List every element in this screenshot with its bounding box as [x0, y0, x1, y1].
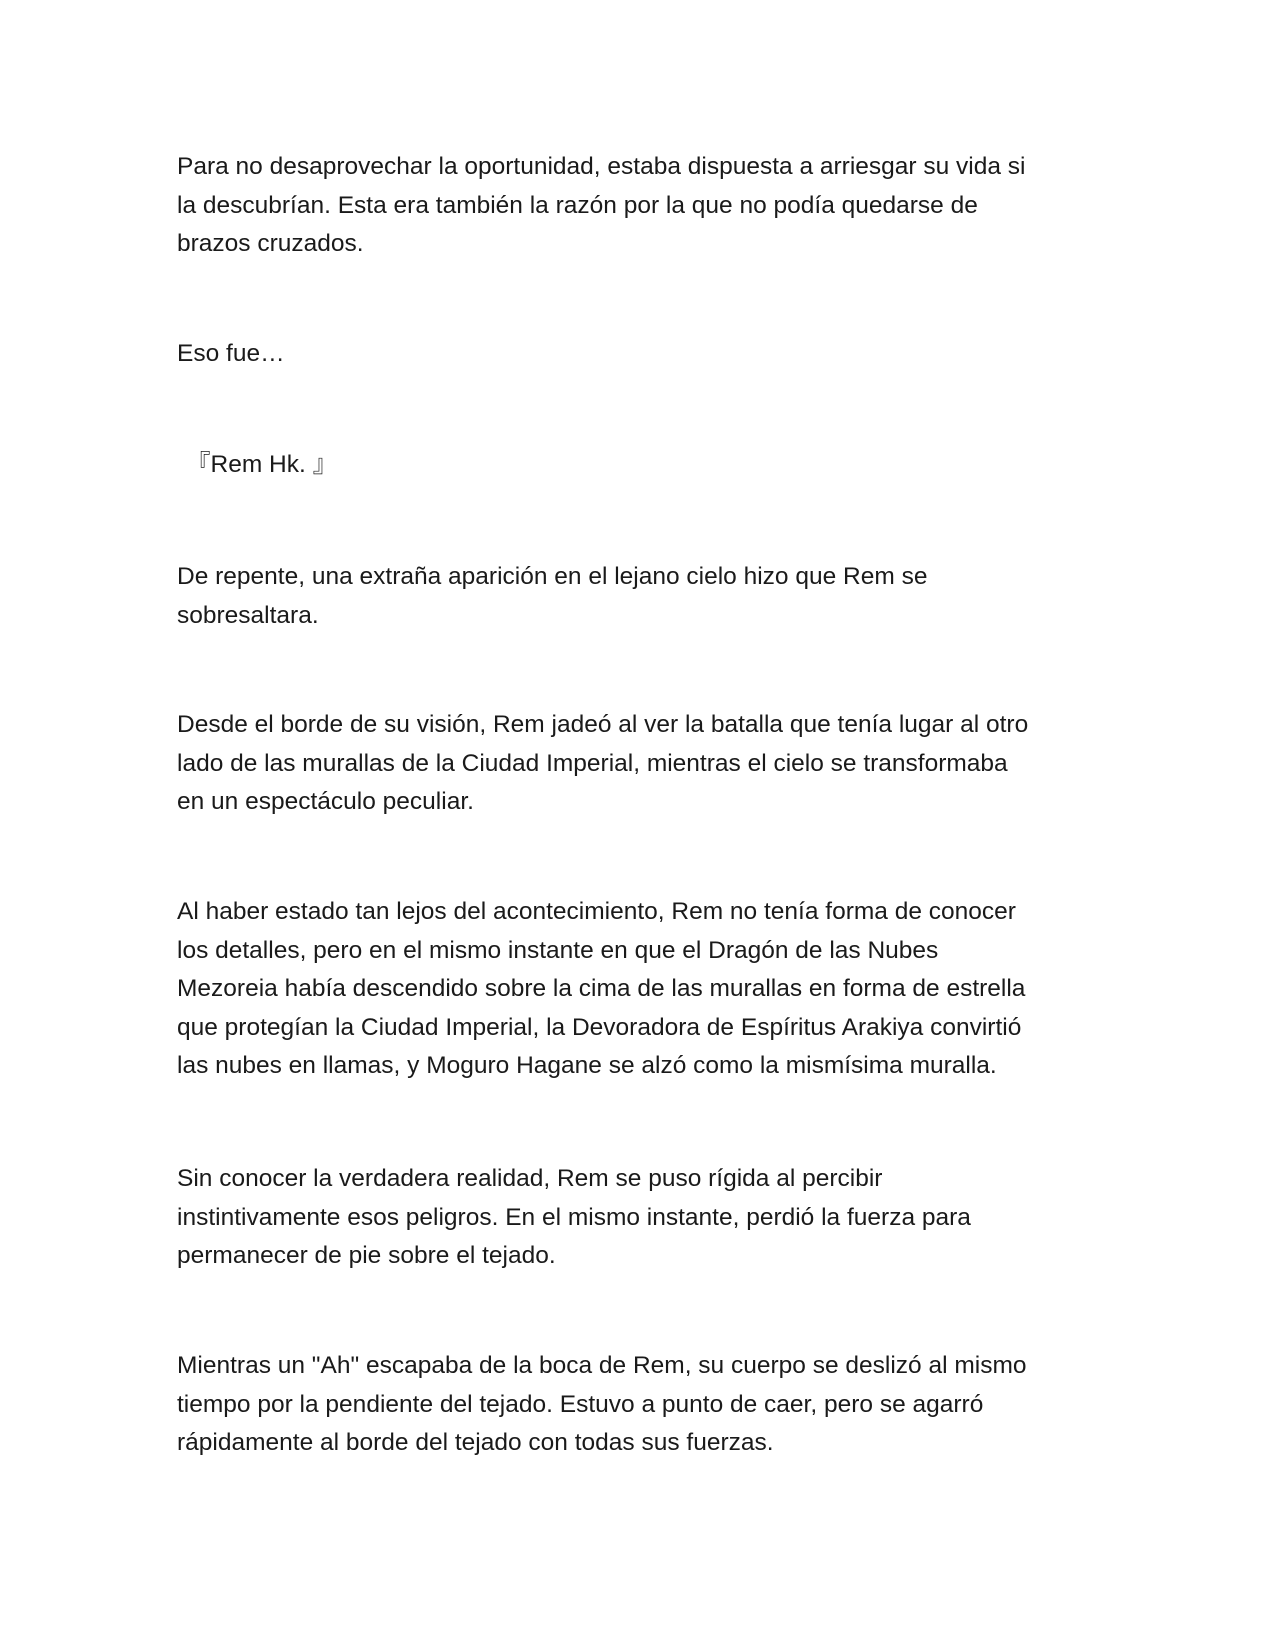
text-line: brazos cruzados.	[177, 230, 364, 257]
text-line: lado de las murallas de la Ciudad Imperial, mientras el cielo se transformaba	[177, 749, 1008, 777]
text-line: rápidamente al borde del tejado con todas sus fuerzas.	[177, 1429, 774, 1456]
paragraph-opportunity	[177, 148, 1107, 264]
text-line: Sin conocer la verdadera realidad, Rem se puso rígida al percibir	[177, 1165, 883, 1192]
paragraph-apparition	[177, 558, 1107, 635]
text-line: Para no desaprovechar la oportunidad, estaba dispuesta a arriesgar su vida si	[177, 153, 1026, 180]
text-line: tiempo por la pendiente del tejado. Estuvo a punto de caer, pero se agarró	[177, 1390, 984, 1418]
paragraph-slide	[177, 1347, 1107, 1463]
text-line: 『Rem Hk. 』	[186, 451, 338, 478]
text-line: en un espectáculo peculiar.	[177, 788, 474, 815]
paragraph-battle-view	[177, 706, 1107, 822]
text-line: Eso fue…	[177, 340, 285, 367]
text-line: la descubrían. Esta era también la razón por la que no podía quedarse de	[177, 191, 978, 219]
text-line: los detalles, pero en el mismo instante en que el Dragón de las Nubes	[177, 936, 939, 964]
text-line: permanecer de pie sobre el tejado.	[177, 1242, 556, 1269]
text-line: Mientras un "Ah" escapaba de la boca de Rem, su cuerpo se deslizó al mismo	[177, 1352, 1027, 1379]
text-line: Al haber estado tan lejos del acontecimiento, Rem no tenía forma de conocer	[177, 898, 1016, 925]
text-line: sobresaltara.	[177, 601, 319, 629]
text-line: instintivamente esos peligros. En el mismo instante, perdió la fuerza para	[177, 1203, 971, 1231]
paragraph-danger	[177, 1160, 1107, 1276]
paragraph-rem-dialogue	[186, 446, 1116, 485]
text-line: Desde el borde de su visión, Rem jadeó al ver la batalla que tenía lugar al otro	[177, 711, 1029, 738]
text-line: que protegían la Ciudad Imperial, la Devoradora de Espíritus Arakiya convirtió	[177, 1013, 1022, 1041]
text-line: las nubes en llamas, y Moguro Hagane se alzó como la mismísima muralla.	[177, 1052, 997, 1079]
text-line: Mezoreia había descendido sobre la cima de las murallas en forma de estrella	[177, 975, 1026, 1002]
paragraph-details	[177, 893, 1107, 1086]
paragraph-eso-fue	[177, 335, 1107, 374]
text-line: De repente, una extraña aparición en el lejano cielo hizo que Rem se	[177, 563, 928, 590]
